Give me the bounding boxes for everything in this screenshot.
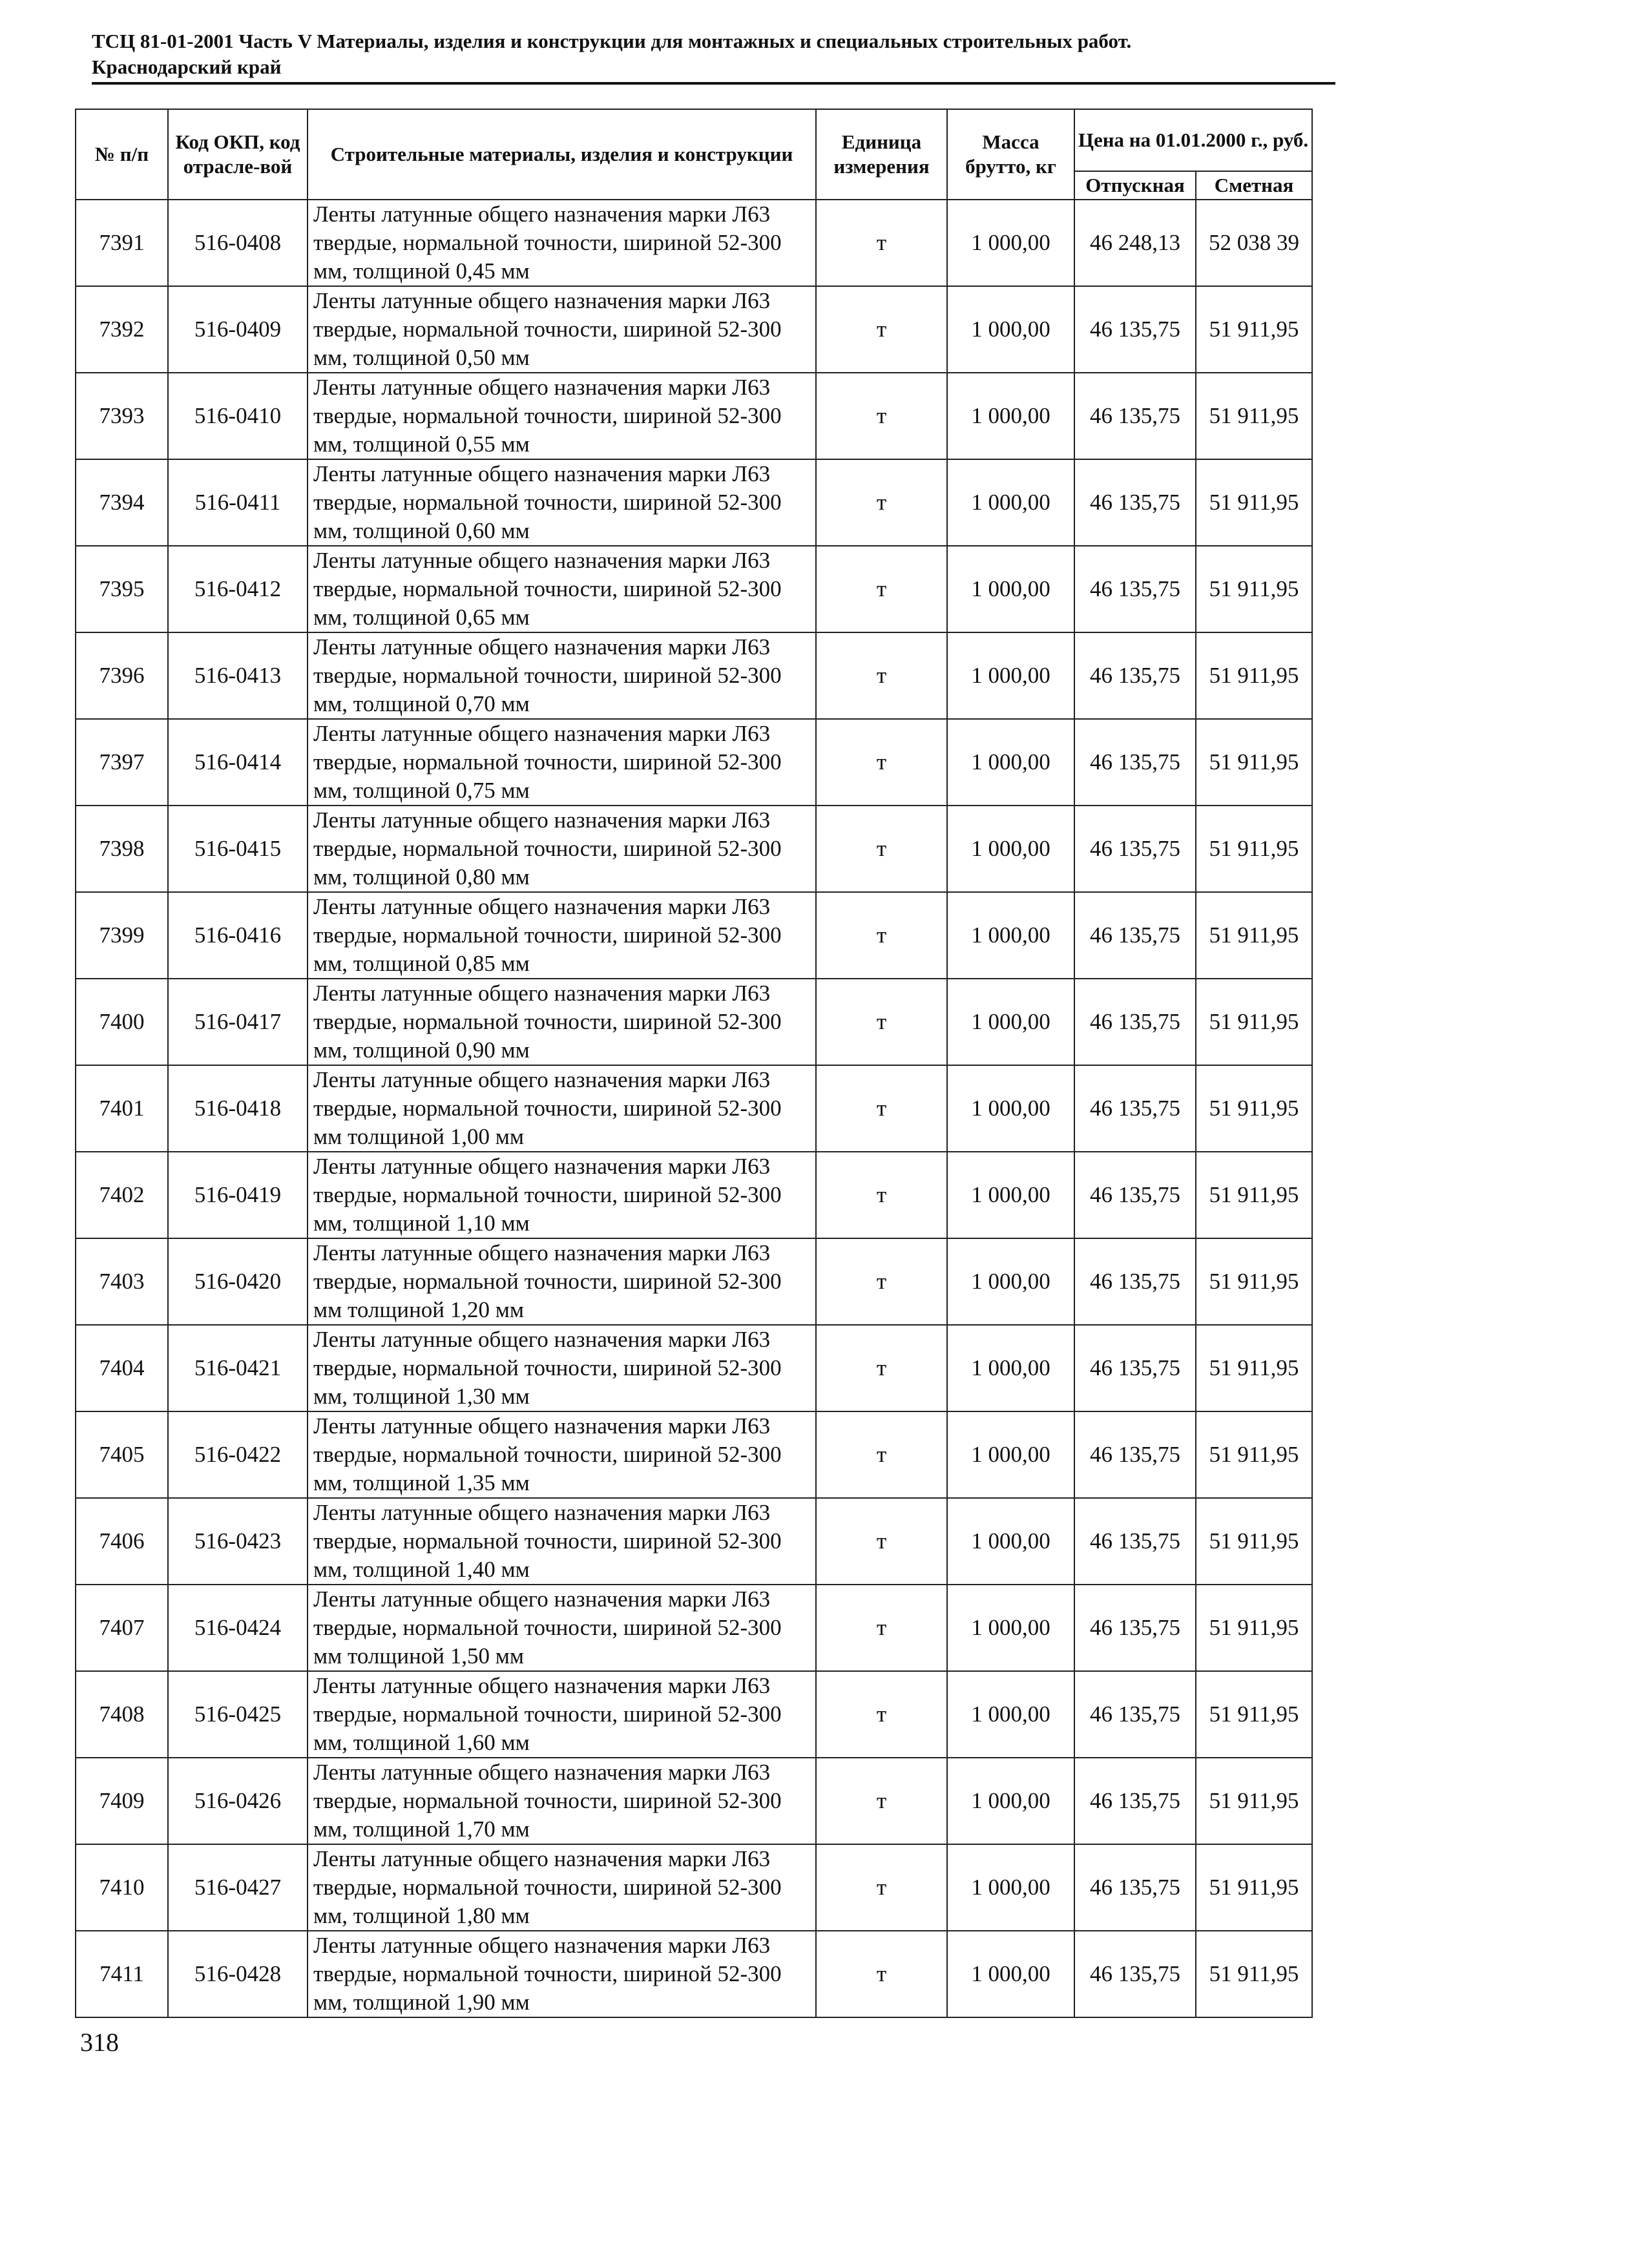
cell-price-estimate: 51 911,95	[1196, 892, 1312, 979]
cell-num: 7394	[76, 459, 168, 546]
cell-unit: т	[816, 719, 947, 806]
table-row	[76, 719, 1312, 806]
cell-mass: 1 000,00	[947, 1152, 1074, 1238]
cell-code: 516-0421	[168, 1325, 308, 1411]
cell-price-estimate: 51 911,95	[1196, 1931, 1312, 2017]
cell-mass: 1 000,00	[947, 806, 1074, 892]
cell-code: 516-0423	[168, 1498, 308, 1585]
cell-price-estimate: 51 911,95	[1196, 1152, 1312, 1238]
cell-code: 516-0414	[168, 719, 308, 806]
cell-mass: 1 000,00	[947, 1844, 1074, 1931]
table-row	[76, 1238, 1312, 1325]
cell-price-estimate: 51 911,95	[1196, 1411, 1312, 1498]
header-unit: Единица измерения	[816, 109, 947, 200]
cell-unit: т	[816, 459, 947, 546]
cell-num: 7409	[76, 1758, 168, 1844]
cell-num: 7392	[76, 286, 168, 373]
cell-unit: т	[816, 546, 947, 632]
header-price-estimate: Сметная	[1196, 171, 1312, 200]
cell-code: 516-0417	[168, 979, 308, 1065]
header-code: Код ОКП, код отрасле-вой	[168, 109, 308, 200]
table-body	[76, 200, 1312, 2017]
cell-unit: т	[816, 892, 947, 979]
cell-unit: т	[816, 200, 947, 286]
cell-code: 516-0424	[168, 1585, 308, 1671]
cell-mass: 1 000,00	[947, 1065, 1074, 1152]
cell-code: 516-0428	[168, 1931, 308, 2017]
cell-price-release: 46 135,75	[1074, 1065, 1196, 1152]
cell-mass: 1 000,00	[947, 1325, 1074, 1411]
cell-name: Ленты латунные общего назначения марки Л63 твердые, нормальной точности, шириной 52-300 мм, толщиной 1,35 мм	[308, 1411, 816, 1498]
header-title: ТСЦ 81-01-2001 Часть V Материалы, изделия и конструкции для монтажных и специальных строительных работ.	[92, 30, 1132, 52]
cell-mass: 1 000,00	[947, 373, 1074, 459]
cell-code: 516-0419	[168, 1152, 308, 1238]
cell-price-estimate: 51 911,95	[1196, 979, 1312, 1065]
cell-unit: т	[816, 1758, 947, 1844]
cell-unit: т	[816, 1152, 947, 1238]
cell-num: 7406	[76, 1498, 168, 1585]
price-table	[75, 109, 1313, 2018]
cell-price-release: 46 135,75	[1074, 1585, 1196, 1671]
cell-unit: т	[816, 1325, 947, 1411]
table-row	[76, 1498, 1312, 1585]
cell-price-release: 46 135,75	[1074, 546, 1196, 632]
cell-mass: 1 000,00	[947, 546, 1074, 632]
cell-mass: 1 000,00	[947, 1931, 1074, 2017]
table-row	[76, 1152, 1312, 1238]
cell-mass: 1 000,00	[947, 632, 1074, 719]
cell-unit: т	[816, 1498, 947, 1585]
cell-unit: т	[816, 1238, 947, 1325]
cell-code: 516-0426	[168, 1758, 308, 1844]
cell-mass: 1 000,00	[947, 1411, 1074, 1498]
cell-mass: 1 000,00	[947, 1498, 1074, 1585]
cell-code: 516-0418	[168, 1065, 308, 1152]
table-row	[76, 1931, 1312, 2017]
table-row	[76, 1065, 1312, 1152]
cell-price-estimate: 51 911,95	[1196, 1325, 1312, 1411]
cell-mass: 1 000,00	[947, 459, 1074, 546]
cell-price-release: 46 135,75	[1074, 1671, 1196, 1758]
cell-price-release: 46 135,75	[1074, 459, 1196, 546]
cell-name: Ленты латунные общего назначения марки Л63 твердые, нормальной точности, шириной 52-300 мм, толщиной 0,75 мм	[308, 719, 816, 806]
cell-price-release: 46 135,75	[1074, 632, 1196, 719]
cell-name: Ленты латунные общего назначения марки Л63 твердые, нормальной точности, шириной 52-300 мм, толщиной 0,70 мм	[308, 632, 816, 719]
cell-price-estimate: 51 911,95	[1196, 719, 1312, 806]
cell-name: Ленты латунные общего назначения марки Л63 твердые, нормальной точности, шириной 52-300 мм толщиной 1,50 мм	[308, 1585, 816, 1671]
cell-unit: т	[816, 1671, 947, 1758]
page-number: 318	[80, 2028, 119, 2057]
cell-price-release: 46 135,75	[1074, 1325, 1196, 1411]
cell-price-estimate: 51 911,95	[1196, 286, 1312, 373]
cell-price-release: 46 248,13	[1074, 200, 1196, 286]
cell-price-release: 46 135,75	[1074, 286, 1196, 373]
cell-num: 7399	[76, 892, 168, 979]
cell-unit: т	[816, 979, 947, 1065]
cell-name: Ленты латунные общего назначения марки Л63 твердые, нормальной точности, шириной 52-300 мм, толщиной 1,80 мм	[308, 1844, 816, 1931]
cell-mass: 1 000,00	[947, 200, 1074, 286]
table-row	[76, 632, 1312, 719]
cell-mass: 1 000,00	[947, 1671, 1074, 1758]
cell-name: Ленты латунные общего назначения марки Л63 твердые, нормальной точности, шириной 52-300 мм, толщиной 1,90 мм	[308, 1931, 816, 2017]
cell-name: Ленты латунные общего назначения марки Л63 твердые, нормальной точности, шириной 52-300 мм, толщиной 0,65 мм	[308, 546, 816, 632]
cell-code: 516-0425	[168, 1671, 308, 1758]
cell-price-release: 46 135,75	[1074, 1498, 1196, 1585]
table-row	[76, 286, 1312, 373]
cell-name: Ленты латунные общего назначения марки Л63 твердые, нормальной точности, шириной 52-300 мм толщиной 1,00 мм	[308, 1065, 816, 1152]
table-row	[76, 1411, 1312, 1498]
cell-num: 7393	[76, 373, 168, 459]
cell-name: Ленты латунные общего назначения марки Л63 твердые, нормальной точности, шириной 52-300 мм, толщиной 0,45 мм	[308, 200, 816, 286]
cell-num: 7397	[76, 719, 168, 806]
table-row	[76, 459, 1312, 546]
cell-name: Ленты латунные общего назначения марки Л63 твердые, нормальной точности, шириной 52-300 мм, толщиной 0,55 мм	[308, 373, 816, 459]
cell-mass: 1 000,00	[947, 979, 1074, 1065]
header-price-group: Цена на 01.01.2000 г., руб.	[1074, 109, 1312, 171]
cell-code: 516-0412	[168, 546, 308, 632]
cell-name: Ленты латунные общего назначения марки Л63 твердые, нормальной точности, шириной 52-300 мм, толщиной 0,50 мм	[308, 286, 816, 373]
header-region: Краснодарский край	[92, 56, 282, 78]
cell-code: 516-0415	[168, 806, 308, 892]
cell-price-estimate: 52 038 39	[1196, 200, 1312, 286]
cell-name: Ленты латунные общего назначения марки Л63 твердые, нормальной точности, шириной 52-300 мм, толщиной 1,60 мм	[308, 1671, 816, 1758]
table-row	[76, 1671, 1312, 1758]
cell-name: Ленты латунные общего назначения марки Л63 твердые, нормальной точности, шириной 52-300 мм, толщиной 1,30 мм	[308, 1325, 816, 1411]
cell-num: 7408	[76, 1671, 168, 1758]
cell-price-estimate: 51 911,95	[1196, 373, 1312, 459]
table-row	[76, 1758, 1312, 1844]
cell-price-release: 46 135,75	[1074, 1152, 1196, 1238]
cell-num: 7407	[76, 1585, 168, 1671]
cell-price-estimate: 51 911,95	[1196, 806, 1312, 892]
cell-mass: 1 000,00	[947, 892, 1074, 979]
table-row	[76, 1585, 1312, 1671]
table-row	[76, 1844, 1312, 1931]
cell-num: 7395	[76, 546, 168, 632]
cell-name: Ленты латунные общего назначения марки Л63 твердые, нормальной точности, шириной 52-300 мм, толщиной 1,70 мм	[308, 1758, 816, 1844]
cell-mass: 1 000,00	[947, 1758, 1074, 1844]
table-row	[76, 546, 1312, 632]
table-row	[76, 892, 1312, 979]
cell-code: 516-0413	[168, 632, 308, 719]
table-row	[76, 1325, 1312, 1411]
cell-code: 516-0410	[168, 373, 308, 459]
cell-name: Ленты латунные общего назначения марки Л63 твердые, нормальной точности, шириной 52-300 мм, толщиной 1,10 мм	[308, 1152, 816, 1238]
cell-unit: т	[816, 1065, 947, 1152]
cell-mass: 1 000,00	[947, 1585, 1074, 1671]
cell-name: Ленты латунные общего назначения марки Л63 твердые, нормальной точности, шириной 52-300 мм толщиной 1,20 мм	[308, 1238, 816, 1325]
cell-mass: 1 000,00	[947, 286, 1074, 373]
cell-code: 516-0416	[168, 892, 308, 979]
cell-num: 7411	[76, 1931, 168, 2017]
cell-price-estimate: 51 911,95	[1196, 1671, 1312, 1758]
header-num: № п/п	[76, 109, 168, 200]
cell-price-estimate: 51 911,95	[1196, 546, 1312, 632]
cell-unit: т	[816, 1585, 947, 1671]
document-header	[92, 28, 1333, 80]
table-row	[76, 806, 1312, 892]
cell-price-release: 46 135,75	[1074, 1411, 1196, 1498]
cell-price-release: 46 135,75	[1074, 1758, 1196, 1844]
cell-unit: т	[816, 806, 947, 892]
cell-price-estimate: 51 911,95	[1196, 459, 1312, 546]
cell-price-estimate: 51 911,95	[1196, 632, 1312, 719]
cell-num: 7402	[76, 1152, 168, 1238]
cell-num: 7398	[76, 806, 168, 892]
cell-num: 7396	[76, 632, 168, 719]
cell-code: 516-0420	[168, 1238, 308, 1325]
cell-unit: т	[816, 632, 947, 719]
table-row	[76, 373, 1312, 459]
cell-price-estimate: 51 911,95	[1196, 1844, 1312, 1931]
cell-mass: 1 000,00	[947, 1238, 1074, 1325]
cell-price-release: 46 135,75	[1074, 979, 1196, 1065]
cell-price-release: 46 135,75	[1074, 1931, 1196, 2017]
cell-mass: 1 000,00	[947, 719, 1074, 806]
cell-price-release: 46 135,75	[1074, 1844, 1196, 1931]
cell-unit: т	[816, 373, 947, 459]
cell-price-release: 46 135,75	[1074, 373, 1196, 459]
cell-unit: т	[816, 1411, 947, 1498]
cell-code: 516-0408	[168, 200, 308, 286]
cell-name: Ленты латунные общего назначения марки Л63 твердые, нормальной точности, шириной 52-300 мм, толщиной 0,85 мм	[308, 892, 816, 979]
cell-code: 516-0422	[168, 1411, 308, 1498]
cell-unit: т	[816, 1931, 947, 2017]
cell-price-release: 46 135,75	[1074, 719, 1196, 806]
cell-name: Ленты латунные общего назначения марки Л63 твердые, нормальной точности, шириной 52-300 мм, толщиной 0,60 мм	[308, 459, 816, 546]
cell-price-estimate: 51 911,95	[1196, 1065, 1312, 1152]
cell-price-estimate: 51 911,95	[1196, 1585, 1312, 1671]
cell-unit: т	[816, 286, 947, 373]
cell-num: 7391	[76, 200, 168, 286]
cell-price-estimate: 51 911,95	[1196, 1758, 1312, 1844]
cell-price-estimate: 51 911,95	[1196, 1498, 1312, 1585]
cell-unit: т	[816, 1844, 947, 1931]
header-name: Строительные материалы, изделия и конструкции	[308, 109, 816, 200]
cell-price-release: 46 135,75	[1074, 892, 1196, 979]
cell-name: Ленты латунные общего назначения марки Л63 твердые, нормальной точности, шириной 52-300 мм, толщиной 1,40 мм	[308, 1498, 816, 1585]
cell-code: 516-0427	[168, 1844, 308, 1931]
header-mass: Масса брутто, кг	[947, 109, 1074, 200]
cell-num: 7400	[76, 979, 168, 1065]
table-row	[76, 200, 1312, 286]
cell-name: Ленты латунные общего назначения марки Л63 твердые, нормальной точности, шириной 52-300 мм, толщиной 0,80 мм	[308, 806, 816, 892]
table-row	[76, 979, 1312, 1065]
cell-num: 7404	[76, 1325, 168, 1411]
cell-code: 516-0411	[168, 459, 308, 546]
cell-num: 7410	[76, 1844, 168, 1931]
header-price-release: Отпускная	[1074, 171, 1196, 200]
cell-price-estimate: 51 911,95	[1196, 1238, 1312, 1325]
cell-num: 7401	[76, 1065, 168, 1152]
cell-name: Ленты латунные общего назначения марки Л63 твердые, нормальной точности, шириной 52-300 мм, толщиной 0,90 мм	[308, 979, 816, 1065]
cell-num: 7405	[76, 1411, 168, 1498]
header-rule	[92, 82, 1335, 85]
cell-num: 7403	[76, 1238, 168, 1325]
cell-price-release: 46 135,75	[1074, 806, 1196, 892]
table-header-row	[76, 109, 1312, 171]
cell-price-release: 46 135,75	[1074, 1238, 1196, 1325]
cell-code: 516-0409	[168, 286, 308, 373]
